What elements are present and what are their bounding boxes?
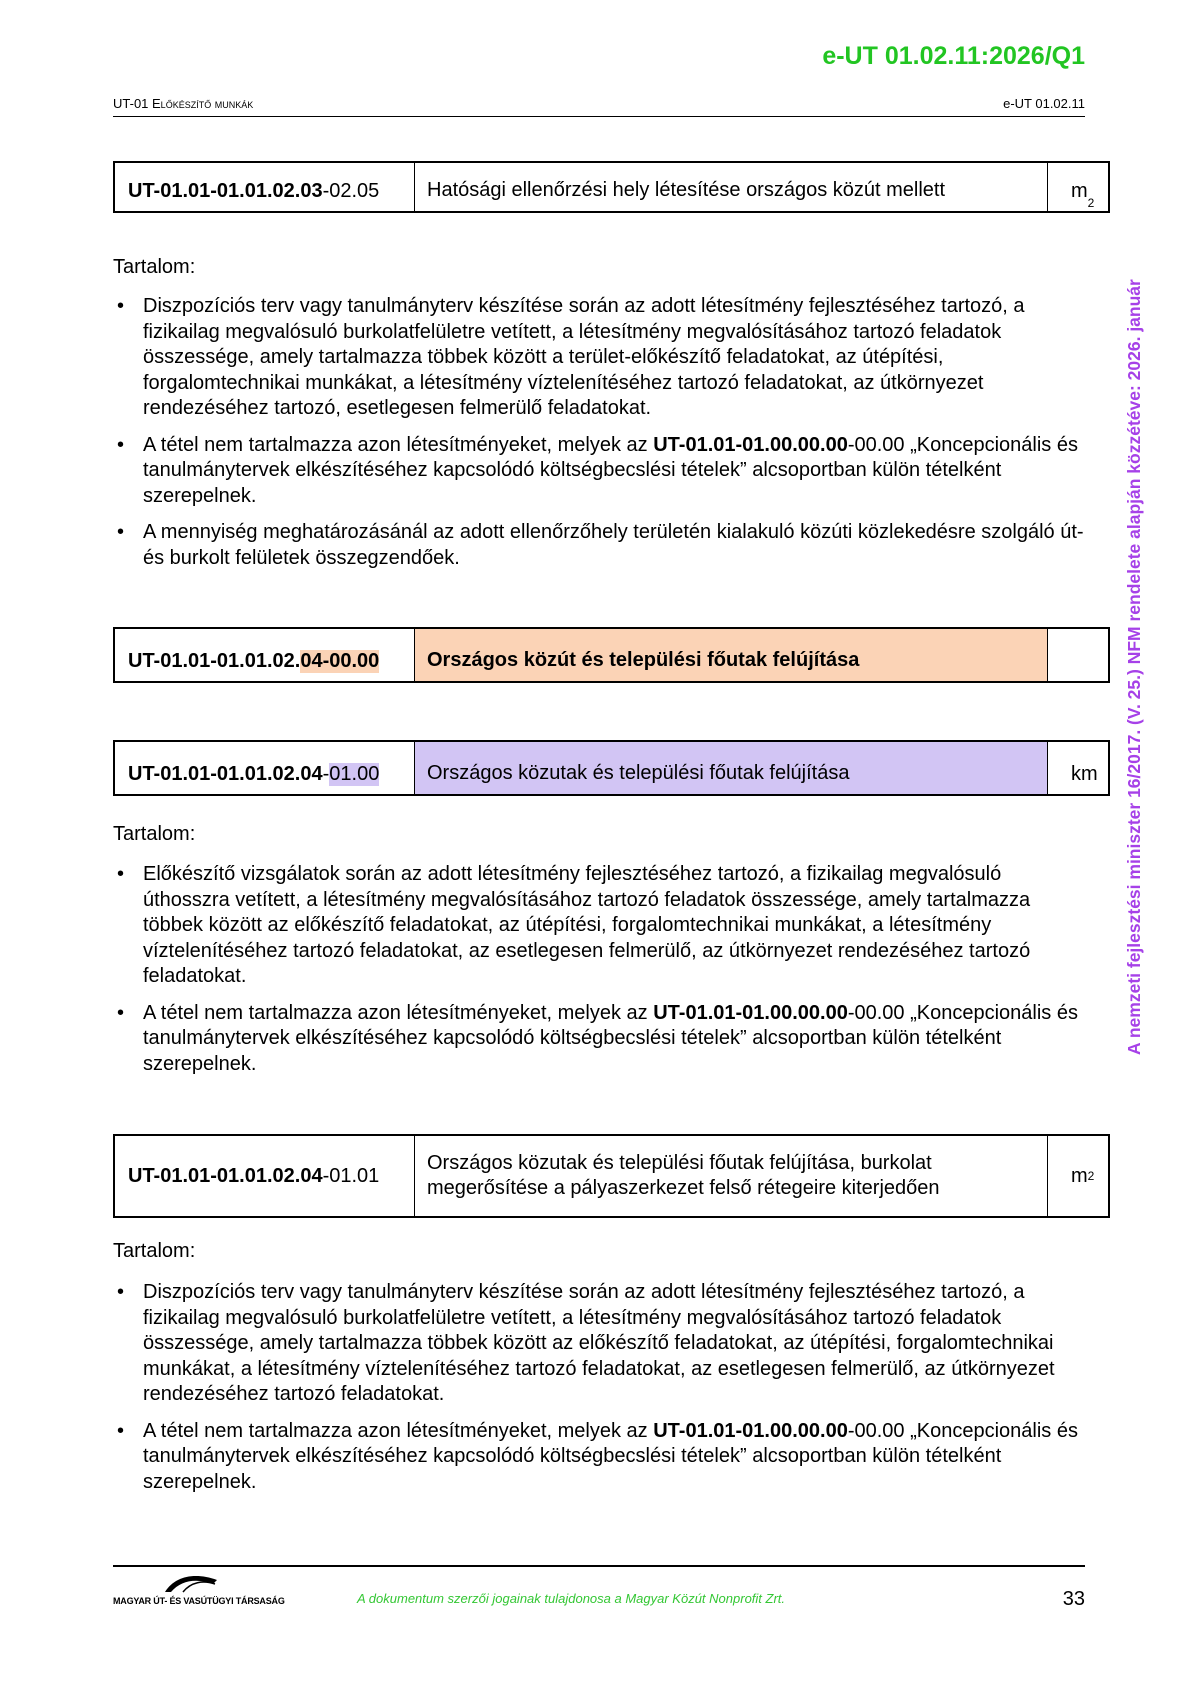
list-item-text: A tétel nem tartalmazza azon létesítményeket, melyek az bbox=[143, 1419, 654, 1442]
list-item bbox=[113, 433, 1093, 510]
item-code-highlighted: 01.00 bbox=[329, 763, 380, 785]
item-reference-code: UT-01.01-01.00.00.00 bbox=[653, 433, 848, 456]
item-code-suffix: -01.01 bbox=[322, 1164, 380, 1187]
bullet-icon: • bbox=[117, 1281, 125, 1303]
unit-base: m bbox=[1071, 180, 1088, 202]
list-item bbox=[113, 294, 1093, 422]
item-unit: km bbox=[1071, 763, 1098, 785]
item-code-bold: UT-01.01-01.01.02.04 bbox=[128, 1164, 323, 1187]
list-item-text: Diszpozíciós terv vagy tanulmányterv készítése során az adott létesítmény fejlesztéséhez tartozó, a fizikailag megvalósuló burkolatfelületre vetített, a létesítmény megvalósításához tartozó feladatok összessége, amely tartalmazza többek között az előkészítő feladatokat, az útépítési, forgalomtechnikai munkákat, a létesítmény víztelenítéséhez tartozó feladatokat, az esetlegesen felmerülő, az útkörnyezet rendezéséhez tartozó feladatokat. bbox=[143, 1281, 1055, 1405]
copyright-notice: A dokumentum szerzői jogainak tulajdonosa a Magyar Közút Nonprofit Zrt. bbox=[357, 1591, 786, 1606]
item-unit: m 2 bbox=[1071, 1164, 1095, 1187]
item-unit bbox=[1048, 629, 1108, 681]
item-code bbox=[115, 163, 415, 211]
list-item bbox=[113, 520, 1093, 571]
item-title: Országos közút és települési főutak felújítása bbox=[415, 629, 1048, 681]
list-item bbox=[113, 1419, 1093, 1496]
list-item-text: -00.00 „Koncepcionális és tanulmánytervek elkészítéséhez kapcsolódó költségbecslési tételek” alcsoportban külön tételként szerepelnek. bbox=[143, 433, 1078, 507]
item-code-prefix: UT-01.01-01.01.02. bbox=[128, 650, 301, 672]
unit-base: m bbox=[1071, 1164, 1088, 1187]
footer-divider bbox=[113, 1565, 1085, 1567]
item-table-3 bbox=[113, 740, 1110, 796]
bullet-icon: • bbox=[117, 1001, 125, 1024]
bullet-icon: • bbox=[117, 1419, 125, 1442]
header-chapter bbox=[113, 96, 253, 111]
bullet-list-3 bbox=[113, 862, 1093, 1088]
header-chapter-title: Előkészítő munkák bbox=[152, 96, 254, 111]
item-code-suffix: -02.05 bbox=[322, 180, 380, 202]
item-table-1 bbox=[113, 161, 1110, 213]
section-label: Tartalom: bbox=[113, 1240, 196, 1262]
item-unit: m 2 bbox=[1071, 180, 1095, 210]
list-item-text: A tétel nem tartalmazza azon létesítményeket, melyek az bbox=[143, 1001, 654, 1024]
bullet-icon: • bbox=[117, 521, 125, 543]
item-table-4 bbox=[113, 1134, 1110, 1218]
road-swoosh-icon bbox=[161, 1570, 221, 1594]
item-code-bold: UT-01.01-01.01.02.03 bbox=[128, 180, 323, 202]
list-item-text: Diszpozíciós terv vagy tanulmányterv készítése során az adott létesítmény fejlesztéséhez tartozó, a fizikailag megvalósuló burkolatfelületre vetített, a létesítmény megvalósításához tartozó feladatok összessége, amely tartalmazza többek között a terület-előkészítő feladatokat, az útépítési, forgalomtechnikai munkákat, a létesítmény víztelenítéséhez tartozó feladatokat, az útkörnyezet rendezéséhez tartozó, esetlegesen felmerülő feladatokat. bbox=[143, 295, 1025, 419]
bullet-list-4 bbox=[113, 1280, 1093, 1506]
list-item-text: -00.00 „Koncepcionális és tanulmánytervek elkészítéséhez kapcsolódó költségbecslési tételek” alcsoportban külön tételként szerepelnek. bbox=[143, 1001, 1078, 1075]
logo-text: MAGYAR ÚT- ÉS VASÚTÜGYI TÁRSASÁG bbox=[113, 1596, 285, 1606]
item-code bbox=[115, 1136, 415, 1216]
society-logo bbox=[113, 1570, 285, 1620]
list-item bbox=[113, 862, 1093, 990]
list-item-text: A mennyiség meghatározásánál az adott ellenőrzőhely területén kialakuló közúti közlekedésre szolgáló út- és burkolt felületek összegzendőek. bbox=[143, 521, 1084, 569]
list-item bbox=[113, 1280, 1093, 1408]
section-label: Tartalom: bbox=[113, 256, 196, 278]
bullet-icon: • bbox=[117, 433, 125, 456]
publication-side-note: A nemzeti fejlesztési miniszter 16/2017. (V. 25.) NFM rendelete alapján közzétéve: 2026. január bbox=[1124, 279, 1144, 1055]
document-id: e-UT 01.02.11:2026/Q1 bbox=[822, 42, 1085, 70]
item-title: Országos közutak és települési főutak felújítása bbox=[415, 742, 1048, 794]
item-code-dash: - bbox=[322, 763, 330, 785]
item-title: Hatósági ellenőrzési hely létesítése országos közút mellett bbox=[415, 163, 1048, 211]
bullet-icon: • bbox=[117, 295, 125, 317]
list-item-text: Előkészítő vizsgálatok során az adott létesítmény fejlesztéséhez tartozó, a fizikailag megvalósuló úthosszra vetített, a létesítmény megvalósításához tartozó feladatok összessége, amely tartalmazza többek között az előkészítő feladatokat, az útépítési, forgalomtechnikai munkákat, a létesítmény víztelenítéséhez tartozó feladatokat, az esetlegesen felmerülő, az útkörnyezet rendezéséhez tartozó feladatokat. bbox=[143, 863, 1031, 987]
page-number: 33 bbox=[1062, 1588, 1085, 1610]
item-reference-code: UT-01.01-01.00.00.00 bbox=[653, 1419, 848, 1442]
item-code bbox=[115, 742, 415, 794]
list-item-text: -00.00 „Koncepcionális és tanulmánytervek elkészítéséhez kapcsolódó költségbecslési tételek” alcsoportban külön tételként szerepelnek. bbox=[143, 1419, 1078, 1493]
item-title: Országos közutak és települési főutak felújítása, burkolat megerősítése a pályaszerkezet felső rétegeire kiterjedően bbox=[415, 1136, 1048, 1216]
item-table-2 bbox=[113, 627, 1110, 683]
item-reference-code: UT-01.01-01.00.00.00 bbox=[653, 1001, 848, 1024]
running-header bbox=[113, 96, 1085, 117]
list-item bbox=[113, 1001, 1093, 1078]
list-item-text: A tétel nem tartalmazza azon létesítményeket, melyek az bbox=[143, 433, 654, 456]
section-label: Tartalom: bbox=[113, 823, 196, 845]
bullet-list-1 bbox=[113, 294, 1093, 582]
header-doc-ref: e-UT 01.02.11 bbox=[1003, 96, 1085, 111]
bullet-icon: • bbox=[117, 863, 125, 885]
header-chapter-code: UT-01 bbox=[113, 96, 153, 111]
item-code-highlighted: 04-00.00 bbox=[300, 650, 380, 672]
item-code-bold: UT-01.01-01.01.02.04 bbox=[128, 763, 323, 785]
item-code bbox=[115, 629, 415, 681]
